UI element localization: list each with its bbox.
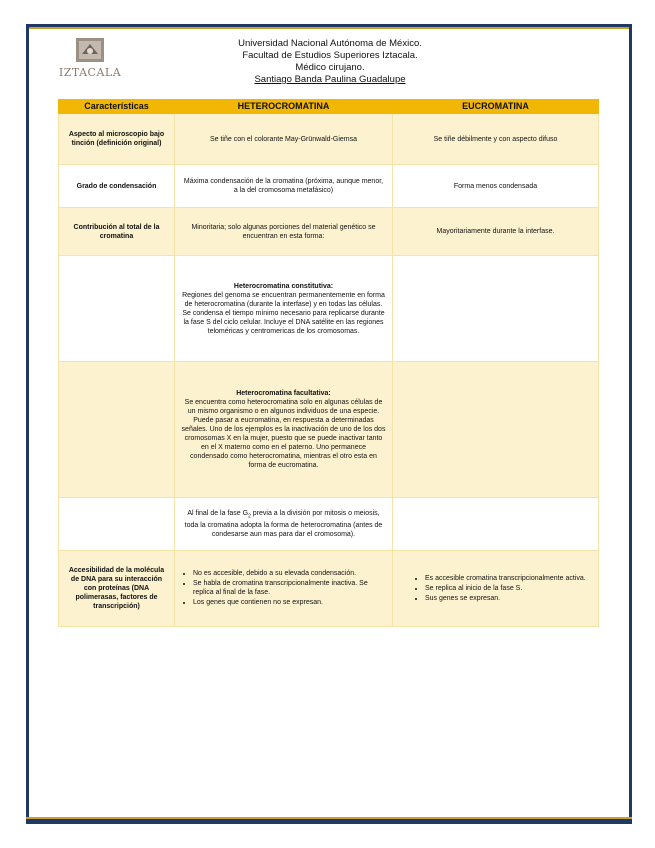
facultative-body: Se encuentra como heterocromatina solo en algunas células de un mismo organismo o en algunos individuos de una especie. Puede pasar a eucromatina, en respuesta a determinadas señales. Uno de los ejemplos es la inactivación de uno de los dos cromosomas X en la mujer, puesto que se puede inactivar tanto en el X materno como en el paterno. Uno permanece condensado como heterocromatina, mientras el otro esta en forma de eucromatina. [181,399,386,469]
constitutive-title: Heterocromatina constitutiva: [233,282,334,290]
empty-cell [59,362,175,498]
table-row [59,551,599,627]
chromatin-comparison-table [58,99,599,627]
program-name: Médico cirujano. [295,62,365,73]
row-label: Contribución al total de la cromatina [59,208,175,256]
iztacala-logo [58,36,122,84]
header-eucromatina: EUCROMATINA [393,100,599,114]
list-item: • Se habla de cromatina transcripcionalmente inactiva. Se replica al final de la fase. [193,579,386,597]
g2-text-post: previa a la división por mitosis o meiosis, toda la cromatina adopta la forma de heterocromatina (antes de condesarse aun mas para dar el cromosoma). [184,509,383,539]
g2-subscript: 2 [248,513,251,520]
list-item: • Se replica al inicio de la fase S. [425,584,592,593]
document-header [160,38,500,86]
empty-cell [59,498,175,551]
hetero-cell: Minoritaria; solo algunas porciones del material genético se encuentran en esta forma: [175,208,393,256]
table-row [59,498,599,551]
table-row [59,256,599,362]
page-border-bottom [26,817,632,824]
table-row [59,114,599,165]
unam-emblem-icon [74,36,106,64]
eu-cell: Forma menos condensada [393,165,599,208]
eu-cell: Mayoritariamente durante la interfase. [393,208,599,256]
author-name: Santiago Banda Paulina Guadalupe [254,74,406,85]
list-item: • Es accesible cromatina transcripcionalmente activa. [425,574,592,583]
row-label: Grado de condensación [59,165,175,208]
hetero-cell [175,551,393,627]
row-label: Accesibilidad de la molécula de DNA para su interacción con proteínas (DNA polimerasas, factores de transcripción) [59,551,175,627]
list-item: • Los genes que contienen no se expresan. [193,598,386,607]
faculty-name: Facultad de Estudios Superiores Iztacala. [242,50,418,61]
hetero-accessibility-list [181,569,386,607]
facultative-title: Heterocromatina facultativa: [236,390,331,397]
hetero-cell [175,362,393,498]
empty-cell [393,498,599,551]
header-heterocromatina: HETEROCROMATINA [175,100,393,114]
table-row [59,165,599,208]
empty-cell [393,256,599,362]
empty-cell [59,256,175,362]
hetero-cell: Máxima condensación de la cromatina (próxima, aunque menor, a la del cromosoma metafásico) [175,165,393,208]
university-name: Universidad Nacional Autónoma de México. [238,38,422,49]
constitutive-body: Regiones del genoma se encuentran permanentemente en forma de heterocromatina (durante la interfase) y en todas las células. Se condensa el tiempo mínimo necesario para replicarse durante la fase S del ciclo celular. Incluye el DNA satélite en las regiones teloméricas y centromericas de los cromosomas. [182,291,385,335]
header-caracteristicas: Características [59,100,175,114]
table-row [59,208,599,256]
row-label: Aspecto al microscopio bajo tinción (definición original) [59,114,175,165]
logo-text: IZTACALA [58,66,122,79]
eu-accessibility-list [399,574,592,603]
eu-cell: Se tiñe débilmente y con aspecto difuso [393,114,599,165]
hetero-cell [175,498,393,551]
eu-cell [393,551,599,627]
hetero-cell: Se tiñe con el colorante May-Grünwald-Giemsa [175,114,393,165]
table-row [59,362,599,498]
list-item: • Sus genes se expresan. [425,594,592,603]
g2-text-pre: Al final de la fase G [187,509,249,517]
empty-cell [393,362,599,498]
hetero-cell [175,256,393,362]
list-item: • No es accesible, debido a su elevada condensación. [193,569,386,578]
